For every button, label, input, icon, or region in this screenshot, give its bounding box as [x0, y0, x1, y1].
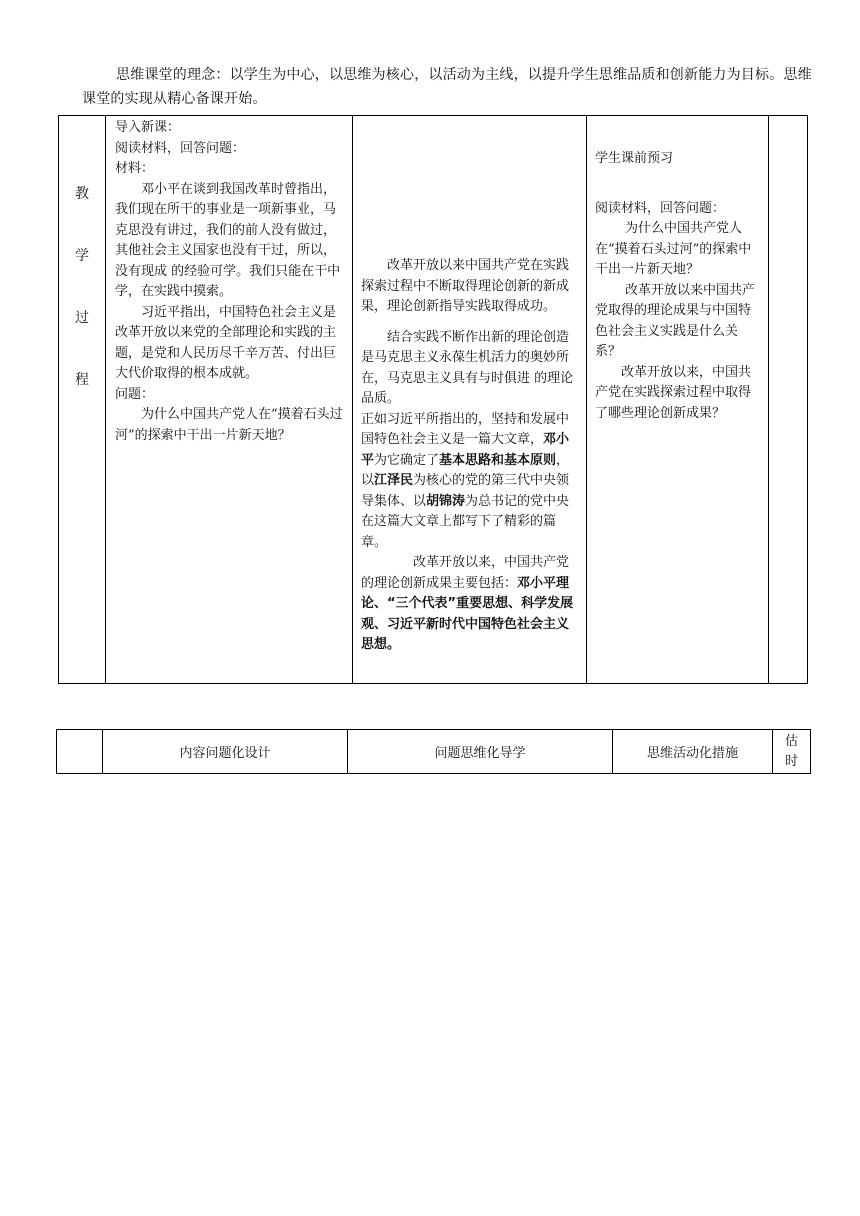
plain-text: 为核心的党的第三代中央领导集体、以 — [361, 473, 570, 509]
bold-text: 邓小平理论、“三个代表”重要思想、科学发展观、习近平新时代中国特色社会主义思想。 — [361, 575, 574, 652]
question-text: 为什么中国共产党人在“摸着石头过河”的探索中干出一片新天地？ — [115, 407, 343, 443]
material-paragraph: 邓小平在谈到我国改革时曾指出，我们现在所干的事业是一项新事业，马克思没有讲过，我们的前人没有做过，其他社会主义国家也没有干过，所以，没有现成 的经验可学。我们只能在干中学，在实践中摸索。 — [115, 181, 341, 299]
lesson-design-header-table — [56, 729, 811, 774]
time-estimate-header: 估时 — [773, 730, 811, 774]
blank-header-cell — [57, 730, 103, 774]
plain-text: 改革开放以来，中国共产党的理论创新成果主要包括： — [361, 555, 570, 591]
guided-thinking-cell — [353, 116, 587, 684]
preview-heading: 学生课前预习 — [595, 151, 674, 166]
preview-question: 改革开放以来中国共产党取得的理论成果与中国特色社会主义实践是什么关系？ — [595, 282, 756, 359]
student-preview-cell — [587, 116, 769, 684]
time-estimate-cell — [769, 116, 808, 684]
instruction-text: 阅读材料，回答问题： — [595, 200, 726, 216]
teaching-process-label — [59, 116, 106, 684]
material-label: 材料： — [115, 161, 155, 176]
content-paragraph — [361, 553, 580, 656]
side-char: 过 — [75, 310, 89, 326]
bold-text: 基本思路和基本原则 — [439, 452, 557, 468]
intro-paragraph: 思维课堂的理念：以学生为中心，以思维为核心，以活动为主线，以提升学生思维品质和创新能力为目标。思维课堂的实现从精心备课开始。 — [82, 67, 812, 107]
lesson-intro-cell — [106, 116, 353, 684]
plain-text: 正如习近平所指出的，坚持和发展中国特色社会主义是一篇大文章， — [361, 411, 570, 447]
teaching-process-table — [58, 115, 808, 684]
preview-question: 为什么中国共产党人在“摸着石头过河”的探索中干出一片新天地？ — [595, 221, 752, 277]
content-paragraph: 改革开放以来中国共产党在实践探索过程中不断取得理论创新的新成果，理论创新指导实践取得成功。 — [361, 258, 570, 314]
bold-text: 邓小平 — [361, 432, 570, 468]
plain-text: ，以 — [361, 452, 570, 488]
question-label: 问题： — [115, 386, 155, 402]
preview-question: 改革开放以来，中国共产党在实践探索过程中取得了哪些理论创新成果？ — [595, 364, 752, 421]
bold-text: 胡锦涛 — [426, 493, 466, 509]
bold-text: 江泽民 — [374, 473, 414, 488]
content-paragraph: 结合实践不断作出新的理论创造是马克思主义永葆生机活力的奥妙所在，马克思主义具有与时俱进 的理论品质。 — [361, 329, 574, 406]
section-heading: 导入新课： — [115, 120, 181, 135]
side-char: 学 — [75, 248, 89, 264]
material-paragraph: 习近平指出，中国特色社会主义是改革开放以来党的全部理论和实践的主题，是党和人民历尽千辛万苦、付出巨大代价取得的根本成就。 — [115, 304, 337, 381]
content-paragraph — [361, 410, 580, 554]
content-design-header: 内容问题化设计 — [103, 730, 348, 774]
side-char: 程 — [75, 372, 89, 388]
side-char: 教 — [75, 186, 89, 202]
instruction-text: 阅读材料，回答问题： — [115, 140, 246, 156]
activity-measures-header: 思维活动化措施 — [613, 730, 773, 774]
plain-text: 为它确定了 — [374, 452, 440, 468]
plain-text: 为总书记的党中央在这篇大文章上都写下了精彩的篇章。 — [361, 493, 570, 550]
thinking-guide-header: 问题思维化导学 — [348, 730, 613, 774]
